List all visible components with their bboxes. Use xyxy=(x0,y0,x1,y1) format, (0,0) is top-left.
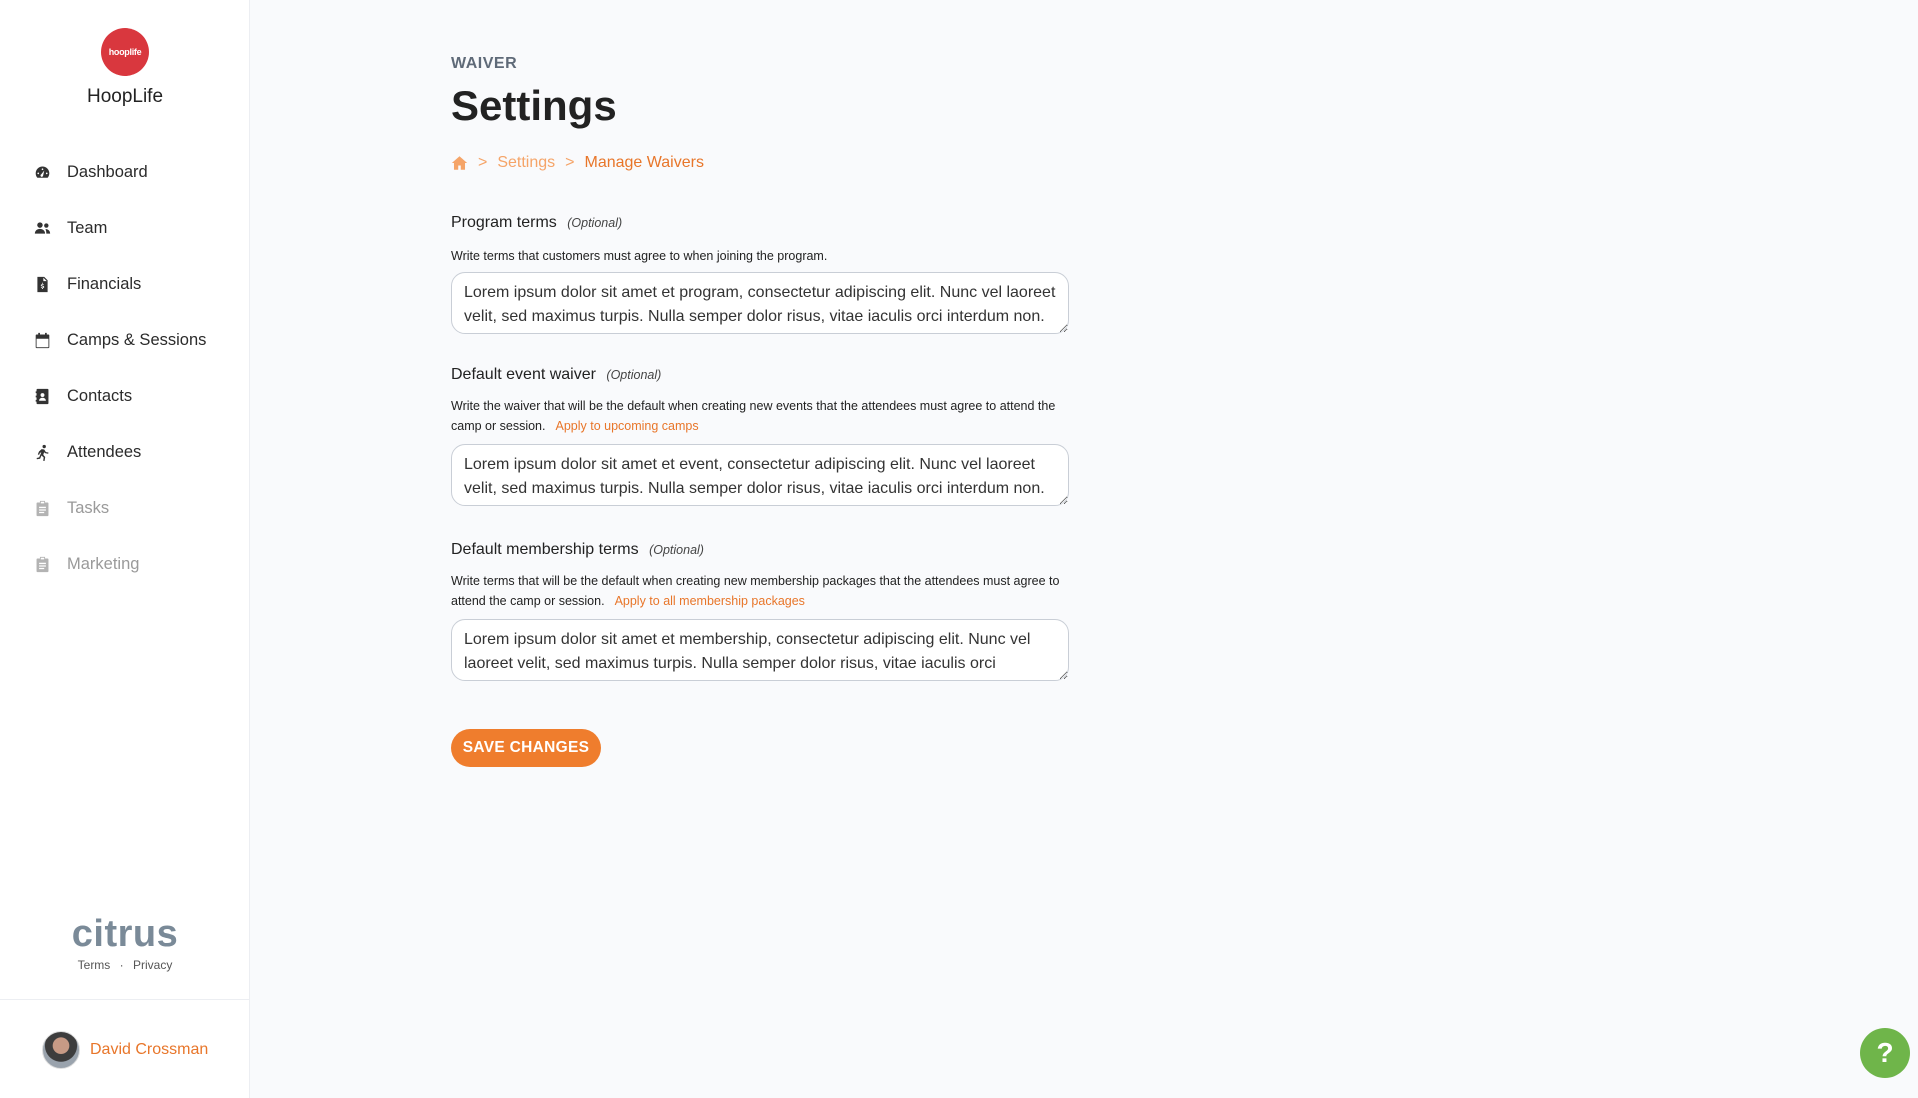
apply-upcoming-camps-link[interactable]: Apply to upcoming camps xyxy=(555,419,699,433)
sidebar xyxy=(0,0,250,1098)
clipboard-icon xyxy=(32,554,52,574)
running-person-icon xyxy=(32,442,52,462)
sidebar-item-label: Tasks xyxy=(67,498,110,517)
gauge-icon xyxy=(32,162,52,182)
help-text: Write terms that will be the default when creating new membership packages that the attendees must agree to attend the camp or session. xyxy=(451,574,1060,608)
breadcrumb-separator: > xyxy=(565,154,575,171)
sidebar-item-marketing[interactable] xyxy=(0,536,250,592)
page-title: Settings xyxy=(451,82,617,129)
terms-link[interactable]: Terms xyxy=(77,958,111,972)
clipboard-icon xyxy=(32,498,52,518)
sidebar-item-team[interactable] xyxy=(0,200,250,256)
event-waiver-input[interactable] xyxy=(451,444,1069,506)
home-icon[interactable] xyxy=(451,155,468,171)
citrus-logo: citrus xyxy=(71,913,179,955)
sidebar-item-tasks[interactable] xyxy=(0,480,250,536)
optional-tag: (Optional) xyxy=(606,368,662,382)
sidebar-item-label: Marketing xyxy=(67,554,140,573)
save-changes-button[interactable]: SAVE CHANGES xyxy=(451,729,601,767)
sidebar-item-label: Dashboard xyxy=(67,162,148,181)
brand-logo[interactable]: hooplife xyxy=(101,28,149,76)
help-text: Write terms that customers must agree to when joining the program. xyxy=(451,249,828,263)
footer-links xyxy=(0,958,250,972)
sidebar-item-label: Contacts xyxy=(67,386,133,405)
user-name[interactable]: David Crossman xyxy=(90,1041,209,1058)
help-text: Write the waiver that will be the default when creating new events that the attendees must agree to attend the camp or session. xyxy=(451,399,1056,433)
field-help xyxy=(451,246,1071,266)
sidebar-item-label: Team xyxy=(67,218,108,237)
sidebar-item-label: Financials xyxy=(67,274,142,293)
field-label: Default event waiver xyxy=(451,366,596,383)
sidebar-divider xyxy=(0,999,250,1000)
program-terms-input[interactable] xyxy=(451,272,1069,334)
sidebar-item-attendees[interactable] xyxy=(0,424,250,480)
optional-tag: (Optional) xyxy=(567,216,623,230)
membership-terms-field xyxy=(451,541,1071,686)
breadcrumb xyxy=(451,154,704,172)
sidebar-item-contacts[interactable] xyxy=(0,368,250,424)
event-waiver-field xyxy=(451,366,1071,511)
membership-terms-input[interactable] xyxy=(451,619,1069,681)
breadcrumb-manage-waivers[interactable]: Manage Waivers xyxy=(584,154,704,171)
field-help xyxy=(451,571,1071,611)
breadcrumb-settings[interactable]: Settings xyxy=(497,154,556,171)
optional-tag: (Optional) xyxy=(649,543,704,557)
apply-membership-packages-link[interactable]: Apply to all membership packages xyxy=(614,594,805,608)
brand xyxy=(0,28,250,108)
sidebar-item-label: Attendees xyxy=(67,442,142,461)
help-button[interactable]: ? xyxy=(1860,1028,1910,1078)
brand-name: HoopLife xyxy=(86,86,164,107)
privacy-link[interactable]: Privacy xyxy=(133,958,173,972)
sidebar-item-camps-sessions[interactable] xyxy=(0,312,250,368)
program-terms-field xyxy=(451,214,1071,339)
citrus-footer xyxy=(0,914,250,972)
avatar[interactable] xyxy=(42,1031,80,1069)
link-separator: · xyxy=(119,958,124,972)
sidebar-item-financials[interactable] xyxy=(0,256,250,312)
user-profile[interactable] xyxy=(42,1031,208,1069)
invoice-icon xyxy=(32,274,52,294)
contact-book-icon xyxy=(32,386,52,406)
breadcrumb-separator: > xyxy=(478,154,488,171)
field-help xyxy=(451,396,1071,436)
sidebar-item-dashboard[interactable] xyxy=(0,144,250,200)
sidebar-nav xyxy=(0,144,250,592)
page-eyebrow: WAIVER xyxy=(451,55,518,72)
sidebar-item-label: Camps & Sessions xyxy=(67,330,207,349)
users-icon xyxy=(32,218,52,238)
field-label: Default membership terms xyxy=(451,541,639,558)
field-label: Program terms xyxy=(451,214,557,231)
calendar-icon xyxy=(32,330,52,350)
